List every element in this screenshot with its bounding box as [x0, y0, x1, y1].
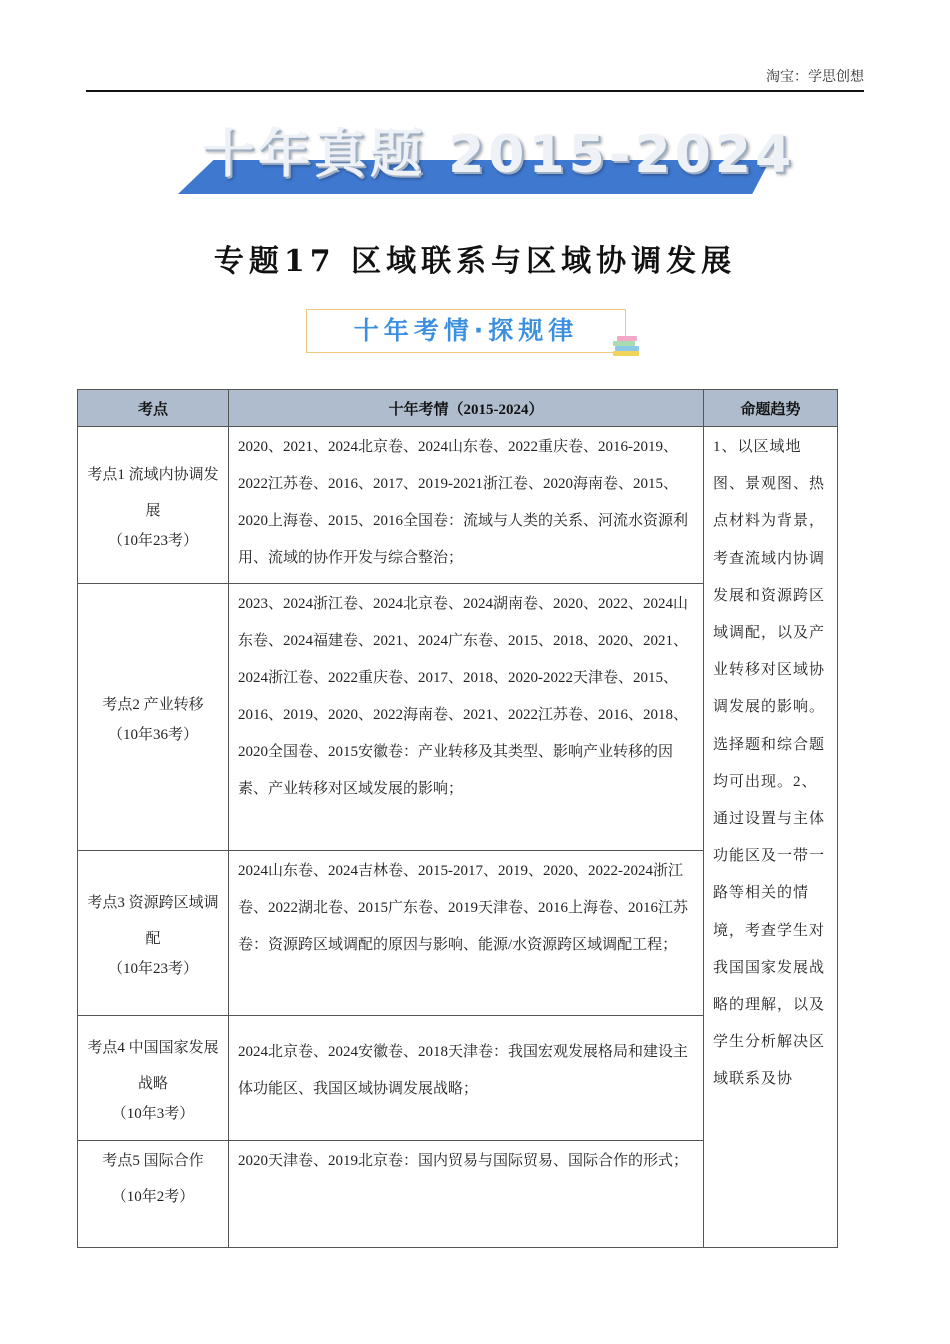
column-header-detail: 十年考情（2015-2024）	[229, 390, 704, 427]
banner-title: 十年真题 2015-2024	[202, 125, 796, 185]
exam-point-cell	[78, 427, 229, 584]
header-note: 淘宝：学思创想	[86, 66, 864, 92]
exam-detail-cell: 2023、2024浙江卷、2024北京卷、2024湖南卷、2020、2022、2024山东卷、2024福建卷、2021、2024广东卷、2015、2018、2020、2021、2024浙江卷、2022重庆卷、2017、2018、2020-2022天津卷、2015、2016、2019、2020、2022海南卷、2021、2022江苏卷、2016、2018、2020全国卷、2015安徽卷：产业转移及其类型、影响产业转移的因素、产业转移对区域发展的影响；	[229, 584, 704, 851]
subtitle-box: 十年考情·探规律	[306, 309, 626, 353]
exam-detail-cell: 2024山东卷、2024吉林卷、2015-2017、2019、2020、2022-2024浙江卷、2022湖北卷、2015广东卷、2019天津卷、2016上海卷、2016江苏卷：资源跨区域调配的原因与影响、能源/水资源跨区域调配工程；	[229, 851, 704, 1016]
document-title: 专题17 区域联系与区域协调发展	[213, 244, 737, 279]
banner	[172, 120, 796, 200]
exam-point-name: 考点2 产业转移	[102, 697, 204, 713]
exam-detail-cell: 2020、2021、2024北京卷、2024山东卷、2022重庆卷、2016-2019、2022江苏卷、2016、2017、2019-2021浙江卷、2020海南卷、2015、2020上海卷、2015、2016全国卷：流域与人类的关系、河流水资源利用、流域的协作开发与综合整治；	[229, 427, 704, 584]
exam-point-cell	[78, 1016, 229, 1141]
exam-point-cell	[78, 1141, 229, 1248]
exam-point-cell	[78, 584, 229, 851]
exam-point-name: 考点5 国际合作	[102, 1153, 204, 1169]
books-icon	[613, 336, 641, 358]
column-header-trend: 命题趋势	[704, 390, 838, 427]
trend-cell: 1、以区域地图、景观图、热点材料为背景，考查流域内协调发展和资源跨区域调配，以及产业转移对区域协调发展的影响。选择题和综合题均可出现。2、通过设置与主体功能区及一带一路等相关的情境，考查学生对我国国家发展战略的理解，以及学生分析解决区域联系及协	[704, 427, 838, 1248]
exam-point-name: 考点1 流域内协调发展	[87, 467, 219, 519]
exam-detail-cell: 2020天津卷、2019北京卷：国内贸易与国际贸易、国际合作的形式；	[229, 1141, 704, 1248]
exam-point-name: 考点4 中国国家发展战略	[87, 1040, 219, 1092]
exam-point-count: （10年23考）	[107, 533, 198, 549]
exam-point-cell	[78, 851, 229, 1016]
exam-point-name: 考点3 资源跨区域调配	[87, 895, 219, 947]
exam-point-count: （10年2考）	[111, 1189, 195, 1205]
exam-point-count: （10年3考）	[111, 1106, 195, 1122]
exam-table	[77, 389, 838, 1248]
table-row	[78, 427, 838, 584]
column-header-point: 考点	[78, 390, 229, 427]
exam-point-count: （10年23考）	[107, 961, 198, 977]
exam-detail-cell: 2024北京卷、2024安徽卷、2018天津卷：我国宏观发展格局和建设主体功能区、我国区域协调发展战略；	[229, 1016, 704, 1141]
exam-point-count: （10年36考）	[107, 727, 198, 743]
table-header-row	[78, 390, 838, 427]
